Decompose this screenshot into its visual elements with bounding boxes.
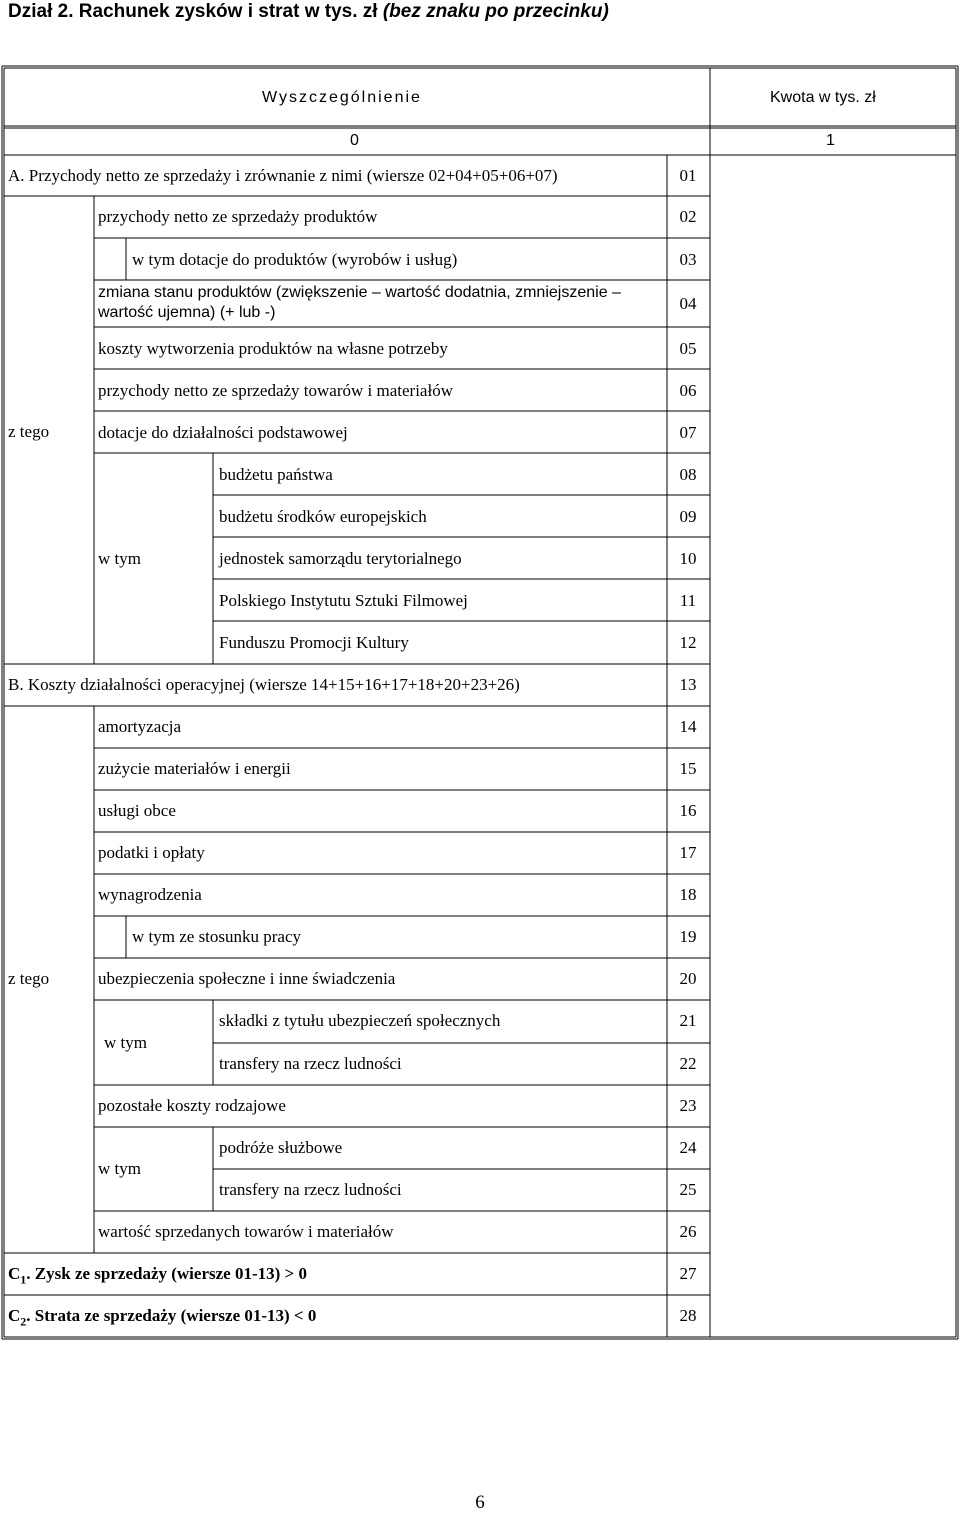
row-12-code: 12: [679, 633, 697, 652]
row-27-text: . Zysk ze sprzedaży (wiersze 01-13) > 0: [26, 1264, 307, 1283]
row-28-prefix: C: [8, 1306, 21, 1325]
row-03-label: w tym dotacje do produktów (wyrobów i usług): [132, 250, 458, 269]
row-08-label: budżetu państwa: [219, 465, 333, 484]
row-26-label: wartość sprzedanych towarów i materiałów: [98, 1222, 394, 1241]
row-01-code: 01: [679, 166, 697, 185]
row-14-label: amortyzacja: [98, 717, 182, 736]
row-15-label: zużycie materiałów i energii: [98, 759, 291, 778]
row-05-label: koszty wytworzenia produktów na własne potrzeby: [98, 339, 448, 358]
group-z-tego-b: z tego: [8, 969, 50, 988]
group-w-tym-a: w tym: [98, 549, 141, 568]
row-05-code: 05: [679, 339, 697, 358]
row-16-label: usługi obce: [98, 801, 176, 820]
row-09-code: 09: [679, 507, 697, 526]
page-heading-note: (bez znaku po przecinku): [382, 1, 609, 22]
row-02-label: przychody netto ze sprzedaży produktów: [98, 207, 378, 226]
row-14-code: 14: [679, 717, 697, 736]
row-06-label: przychody netto ze sprzedaży towarów i materiałów: [98, 381, 453, 400]
row-27-prefix: C: [8, 1264, 21, 1283]
row-10-code: 10: [679, 549, 697, 568]
row-20-label: ubezpieczenia społeczne i inne świadczenia: [98, 969, 396, 988]
row-28-label: [8, 1306, 316, 1331]
row-28-text: . Strata ze sprzedaży (wiersze 01-13) < 0: [26, 1306, 317, 1325]
header-col-index-1: 1: [826, 132, 835, 149]
row-13-code: 13: [679, 675, 697, 694]
row-27-label: [8, 1264, 307, 1289]
row-03-code: 03: [679, 250, 697, 269]
row-07-label: dotacje do działalności podstawowej: [98, 423, 348, 442]
row-23-label: pozostałe koszty rodzajowe: [98, 1096, 286, 1115]
row-06-code: 06: [679, 381, 697, 400]
row-04-code: 04: [679, 294, 697, 313]
row-17-code: 17: [679, 843, 697, 862]
row-19-code: 19: [679, 927, 697, 946]
row-25-label: transfery na rzecz ludności: [219, 1180, 402, 1199]
header-col-index-0: 0: [350, 132, 359, 149]
group-w-tym-c: w tym: [98, 1159, 141, 1178]
row-15-code: 15: [679, 759, 697, 778]
row-17-label: podatki i opłaty: [98, 843, 205, 862]
row-20-code: 20: [679, 969, 697, 988]
row-22-code: 22: [679, 1054, 697, 1073]
row-24-code: 24: [679, 1138, 697, 1157]
row-25-code: 25: [679, 1180, 697, 1199]
row-12-label: Funduszu Promocji Kultury: [219, 633, 409, 652]
page-number: 6: [475, 1492, 485, 1513]
row-27-code: 27: [679, 1264, 697, 1283]
row-23-code: 23: [679, 1096, 697, 1115]
row-13-label: B. Koszty działalności operacyjnej (wiersze 14+15+16+17+18+20+23+26): [8, 675, 520, 694]
row-22-label: transfery na rzecz ludności: [219, 1054, 402, 1073]
group-z-tego-a: z tego: [8, 422, 50, 441]
row-21-code: 21: [679, 1011, 697, 1030]
row-09-label: budżetu środków europejskich: [219, 507, 427, 526]
row-27-sub: 1: [20, 1272, 27, 1287]
header-amount: Kwota w tys. zł: [770, 89, 876, 106]
row-07-code: 07: [679, 423, 697, 442]
row-19-label: w tym ze stosunku pracy: [132, 927, 302, 946]
row-02-code: 02: [679, 207, 697, 226]
row-16-code: 16: [679, 801, 697, 820]
row-26-code: 26: [679, 1222, 697, 1241]
row-10-label: jednostek samorządu terytorialnego: [219, 549, 462, 568]
page-heading: [8, 0, 609, 24]
row-11-code: 11: [679, 591, 697, 610]
row-21-label: składki z tytułu ubezpieczeń społecznych: [219, 1011, 501, 1030]
page-heading-main: Dział 2. Rachunek zysków i strat w tys. zł: [8, 1, 378, 22]
group-w-tym-b: w tym: [104, 1033, 147, 1052]
row-18-code: 18: [679, 885, 697, 904]
row-18-label: wynagrodzenia: [98, 885, 202, 904]
row-04-label: zmiana stanu produktów (zwiększenie – wartość dodatnia, zmniejszenie – wartość ujemna) (+ lub -): [98, 284, 621, 321]
row-08-code: 08: [679, 465, 697, 484]
row-01-label: A. Przychody netto ze sprzedaży i zrównanie z nimi (wiersze 02+04+05+06+07): [8, 166, 558, 185]
row-28-code: 28: [679, 1306, 697, 1325]
row-28-sub: 2: [20, 1314, 27, 1329]
row-11-label: Polskiego Instytutu Sztuki Filmowej: [219, 591, 468, 610]
row-24-label: podróże służbowe: [219, 1138, 343, 1157]
header-description: Wyszczególnienie: [262, 89, 422, 106]
